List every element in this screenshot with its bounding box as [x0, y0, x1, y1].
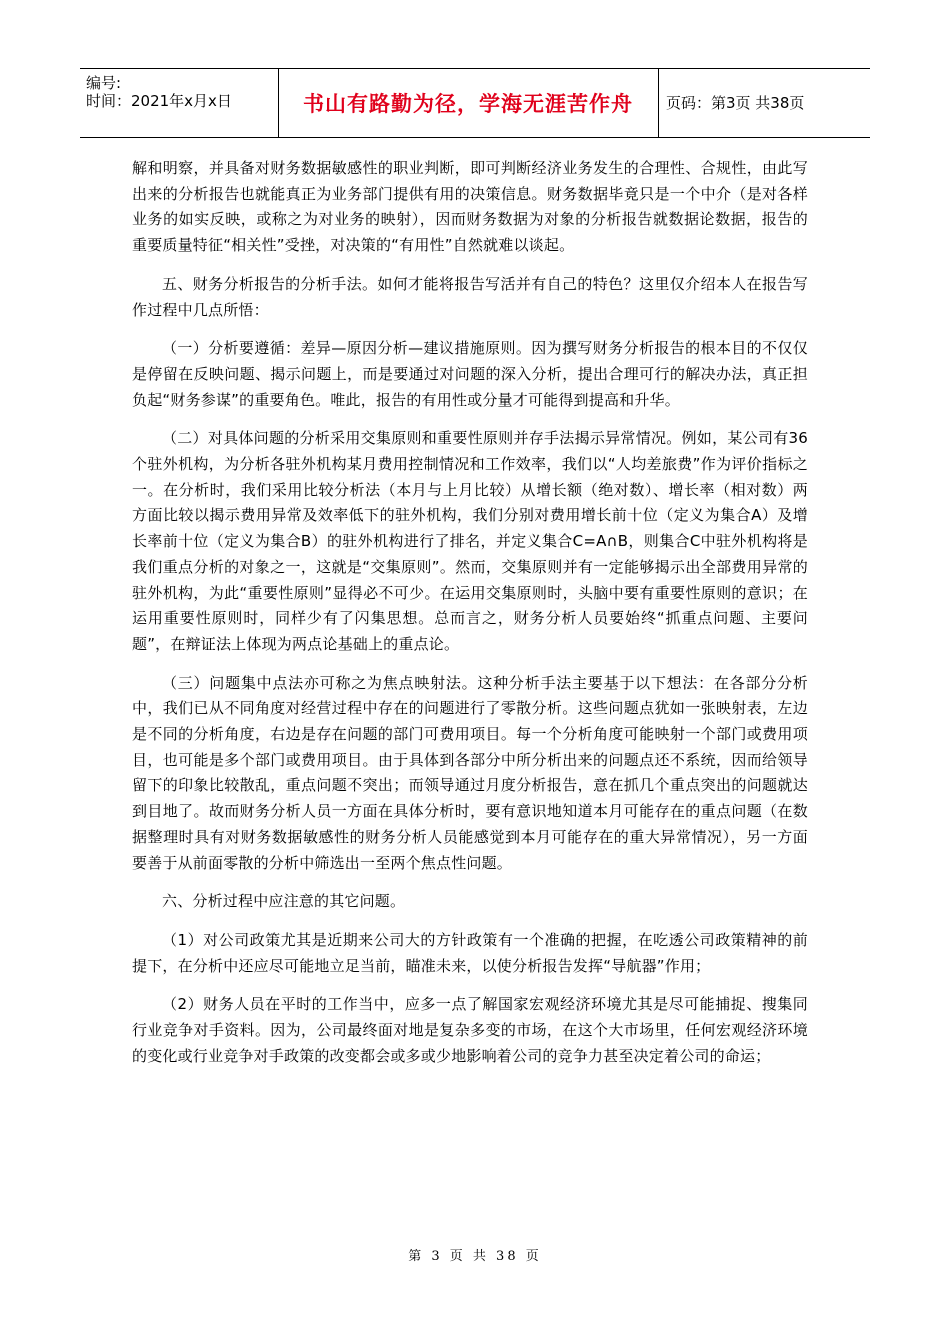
document-body: [132, 156, 808, 1070]
page-footer: 第 3 页 共 38 页: [408, 1249, 542, 1264]
body-paragraph: （二）对具体问题的分析采用交集原则和重要性原则并存手法揭示异常情况。例如，某公司有36个驻外机构，为分析各驻外机构某月费用控制情况和工作效率，我们以“人均差旅费”作为评价指标之一。在分析时，我们采用比较分析法（本月与上月比较）从增长额（绝对数）、增长率（相对数）两方面比较以揭示费用异常及效率低下的驻外机构，我们分别对费用增长前十位（定义为集合A）及增长率前十位（定义为集合B）的驻外机构进行了排名，并定义集合C=A∩B，则集合C中驻外机构将是我们重点分析的对象之一，这就是“交集原则”。然而，交集原则并有一定能够揭示出全部费用异常的驻外机构，为此“重要性原则”显得必不可少。在运用交集原则时，头脑中要有重要性原则的意识；在运用重要性原则时，同样少有了闪集思想。总而言之，财务分析人员要始终“抓重点问题、主要问题”，在辩证法上体现为两点论基础上的重点论。: [132, 429, 808, 653]
header-motto-cell: [278, 69, 659, 137]
body-paragraph: （一）分析要遵循：差异—原因分析—建议措施原则。因为撰写财务分析报告的根本目的不仅仅是停留在反映问题、揭示问题上，而是要通过对问题的深入分析，提出合理可行的解决办法，真正担负起“财务参谋”的重要角色。唯此，报告的有用性或分量才可能得到提高和升华。: [132, 339, 808, 409]
body-paragraph: （三）问题集中点法亦可称之为焦点映射法。这种分析手法主要基于以下想法：在各部分分析中，我们已从不同角度对经营过程中存在的问题进行了零散分析。这些问题点犹如一张映射表，左边是不同的分析角度，右边是存在问题的部门可费用项目。每一个分析角度可能映射一个部门或费用项目，也可能是多个部门或费用项目。由于具体到各部分中所分析出来的问题点还不系统，因而给领导留下的印象比较散乱，重点问题不突出；而领导通过月度分析报告，意在抓几个重点突出的问题就达到目地了。故而财务分析人员一方面在具体分析时，要有意识地知道本月可能存在的重点问题（在数据整理时具有对财务数据敏感性的财务分析人员能感觉到本月可能存在的重大异常情况），另一方面要善于从前面零散的分析中筛选出一至两个焦点性问题。: [132, 673, 808, 872]
section-six-heading: 六、分析过程中应注意的其它问题。: [162, 892, 406, 911]
document-date-label: 时间：2021年x月x日: [86, 92, 232, 110]
body-paragraph: 解和明察，并具备对财务数据敏感性的职业判断，即可判断经济业务发生的合理性、合规性，由此写出来的分析报告也就能真正为业务部门提供有用的决策信息。财务数据毕竟只是一个中介（是对各样业务的如实反映，或称之为对业务的映射），因而财务数据为对象的分析报告就数据论数据，报告的重要质量特征“相关性”受挫，对决策的“有用性”自然就难以谈起。: [132, 159, 808, 255]
body-paragraph: （1）对公司政策尤其是近期来公司大的方针政策有一个准确的把握，在吃透公司政策精神的前提下，在分析中还应尽可能地立足当前，瞄准未来，以使分析报告发挥“导航器”作用；: [132, 930, 808, 975]
header-page-number: 页码：第3页 共38页: [666, 94, 805, 112]
document-number-label: 编号:: [86, 74, 122, 92]
section-five-paragraph: 五、财务分析报告的分析手法。如何才能将报告写活并有自己的特色？这里仅介绍本人在报告写作过程中几点所悟：: [132, 274, 808, 319]
header-meta-cell: [80, 69, 279, 137]
body-paragraph: （2）财务人员在平时的工作当中，应多一点了解国家宏观经济环境尤其是尽可能捕捉、搜集同行业竞争对手资料。因为，公司最终面对地是复杂多变的市场，在这个大市场里，任何宏观经济环境的变化或行业竞争对手政策的改变都会或多或少地影响着公司的竞争力甚至决定着公司的命运；: [132, 995, 808, 1065]
page-header: [80, 68, 870, 138]
header-motto: 书山有路勤为径，学海无涯苦作舟: [303, 92, 633, 116]
